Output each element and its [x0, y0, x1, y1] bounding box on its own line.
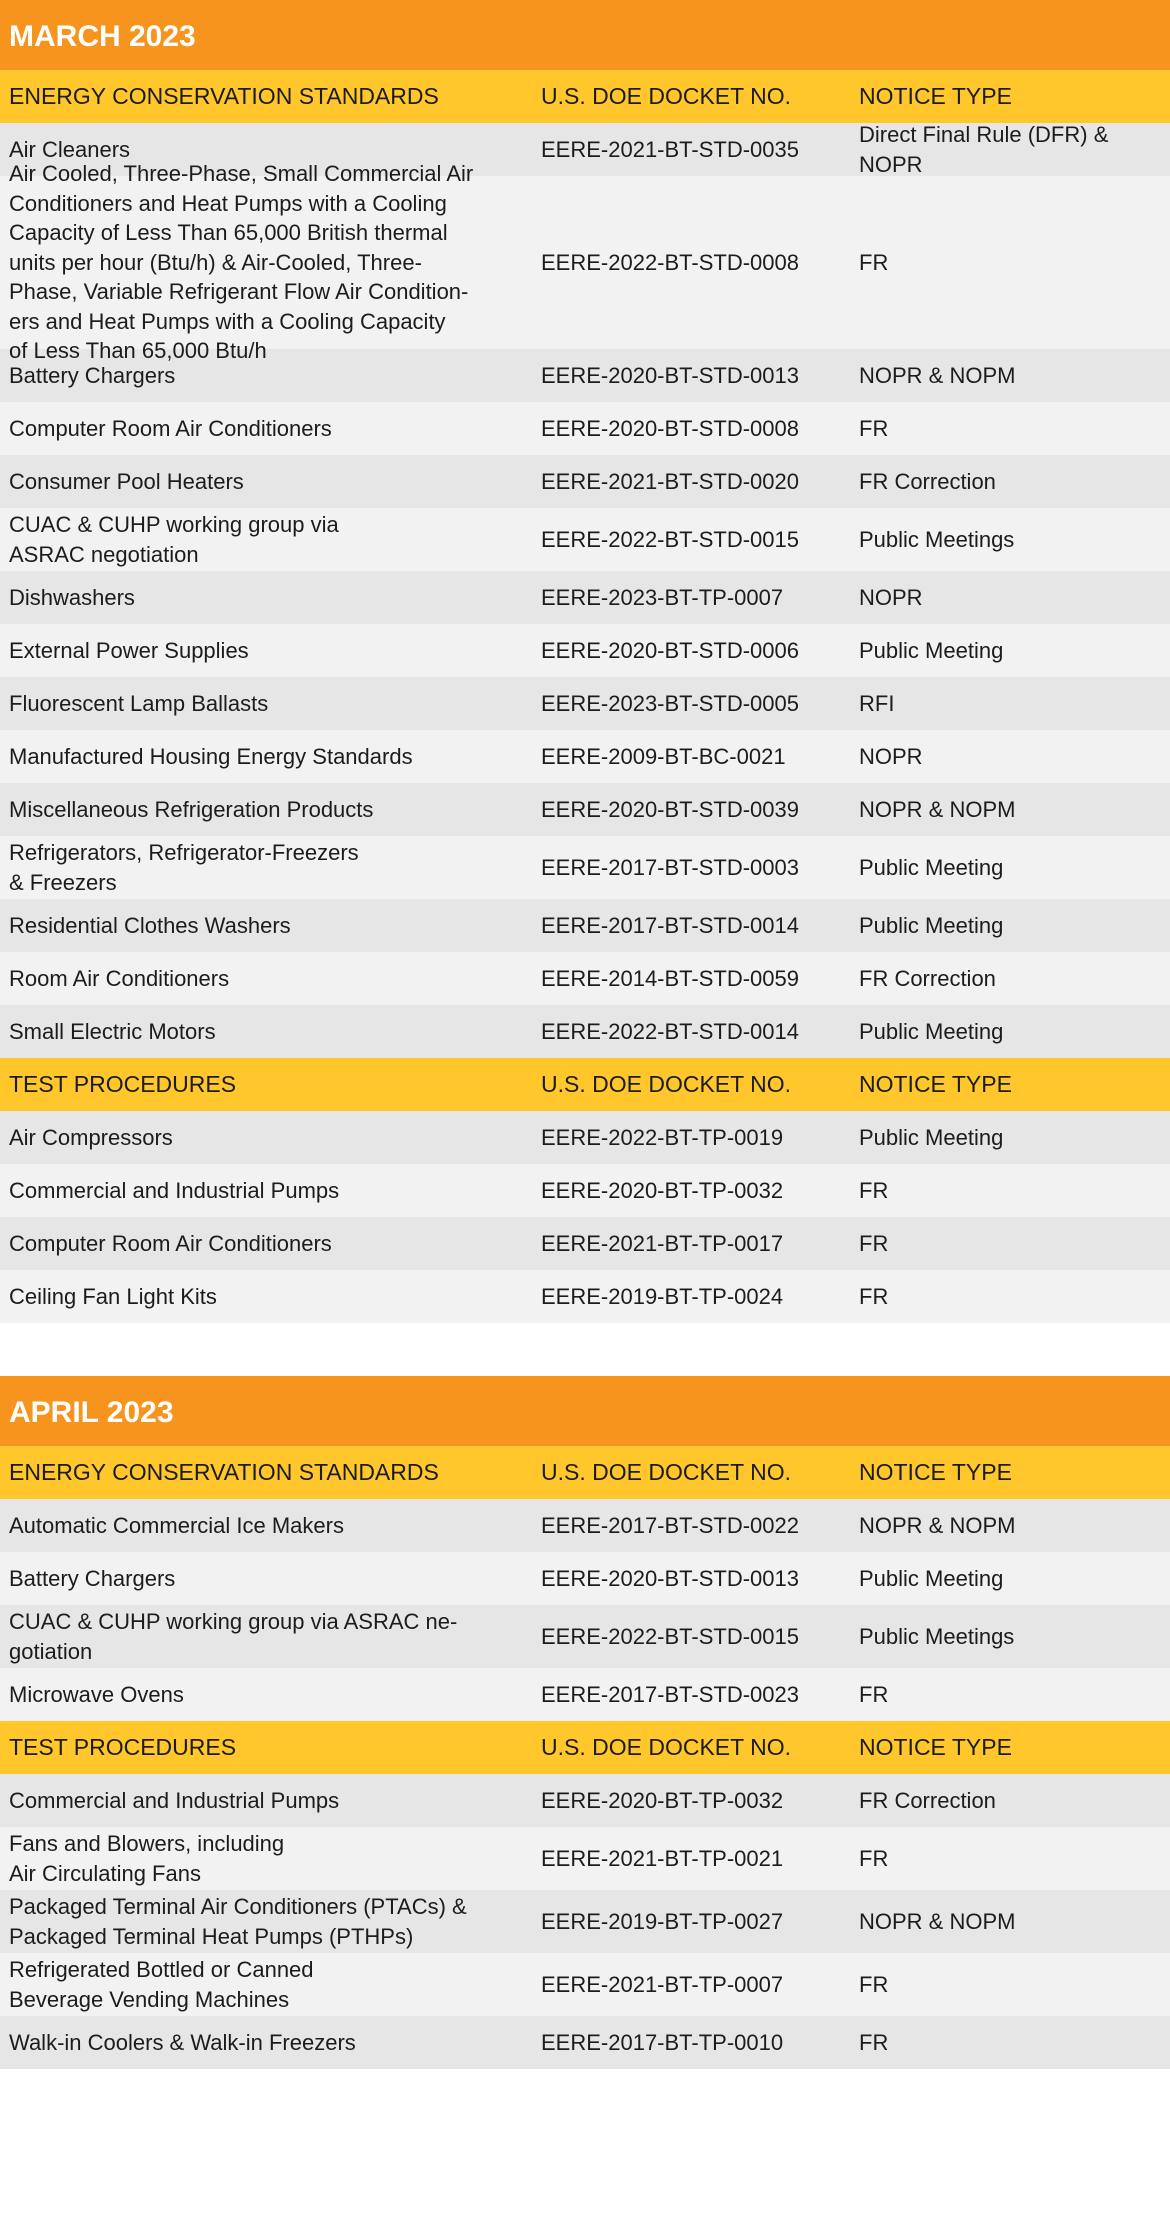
docket-number: EERE-2019-BT-TP-0024	[541, 1283, 784, 1309]
docket-header: U.S. DOE DOCKET NO.	[541, 1458, 792, 1485]
month-april-2023	[0, 1376, 1170, 2069]
product-name: Automatic Commercial Ice Makers	[9, 1512, 344, 1538]
docket-number: EERE-2020-BT-STD-0006	[541, 637, 799, 663]
notice-type: NOPR & NOPM	[859, 796, 1016, 822]
category-header: TEST PROCEDURES	[9, 1733, 237, 1760]
product-name: Walk-in Coolers & Walk-in Freezers	[9, 2029, 356, 2055]
table-row	[0, 1774, 1170, 1827]
notice-type: Public Meeting	[859, 637, 1004, 663]
notice-type: FR	[859, 1283, 889, 1309]
table-row	[0, 783, 1170, 836]
notice-type: FR	[859, 1845, 889, 1871]
notice-type: RFI	[859, 690, 895, 716]
table-row	[0, 952, 1170, 1005]
docket-header: U.S. DOE DOCKET NO.	[541, 82, 792, 109]
notice-type: FR Correction	[859, 1787, 996, 1813]
product-name: Battery Chargers	[9, 1565, 176, 1591]
notice-type: Direct Final Rule (DFR) & NOPR	[859, 122, 1109, 177]
product-name: External Power Supplies	[9, 637, 249, 663]
table-row	[0, 624, 1170, 677]
docket-number: EERE-2021-BT-STD-0035	[541, 136, 799, 162]
docket-number: EERE-2020-BT-STD-0039	[541, 796, 799, 822]
category-header: ENERGY CONSERVATION STANDARDS	[9, 1458, 439, 1485]
product-name: CUAC & CUHP working group via ASRAC ne- gotiation	[9, 1609, 458, 1664]
product-name: Air Cooled, Three-Phase, Small Commercial Air Conditioners and Heat Pumps with a Cooling Capacity of Less Than 65,000 British thermal units per hour (Btu/h) & Air-Cooled, Three- Phase, Variable Refrigerant Flow Air Condition- ers and Heat Pumps with a Cooling Capacity of Less Than 65,000 Btu/h	[9, 161, 474, 364]
docket-header: U.S. DOE DOCKET NO.	[541, 1733, 792, 1760]
docket-number: EERE-2021-BT-STD-0020	[541, 468, 799, 494]
notice-type: FR	[859, 415, 889, 441]
docket-number: EERE-2021-BT-TP-0007	[541, 1971, 784, 1997]
notice-type-header: NOTICE TYPE	[859, 1070, 1012, 1097]
docket-number: EERE-2022-BT-STD-0015	[541, 1623, 799, 1649]
notice-type: NOPR & NOPM	[859, 1908, 1016, 1934]
notice-type: NOPR	[859, 584, 923, 610]
table-row	[0, 1827, 1170, 1890]
section-header-energy-conservation-standards	[0, 70, 1170, 123]
docket-number: EERE-2017-BT-STD-0023	[541, 1681, 799, 1707]
docket-number: EERE-2017-BT-STD-0022	[541, 1512, 799, 1538]
docket-number: EERE-2020-BT-STD-0013	[541, 362, 799, 388]
notice-type: Public Meeting	[859, 912, 1004, 938]
docket-number: EERE-2020-BT-TP-0032	[541, 1787, 784, 1813]
docket-number: EERE-2021-BT-TP-0021	[541, 1845, 784, 1871]
notice-type: NOPR & NOPM	[859, 1512, 1016, 1538]
table-row	[0, 730, 1170, 783]
product-name: Fans and Blowers, including Air Circulating Fans	[9, 1831, 285, 1886]
notice-type: Public Meeting	[859, 1124, 1004, 1150]
notice-type: Public Meeting	[859, 1018, 1004, 1044]
table-row	[0, 1270, 1170, 1323]
docket-number: EERE-2021-BT-TP-0017	[541, 1230, 784, 1256]
category-header: ENERGY CONSERVATION STANDARDS	[9, 82, 439, 109]
product-name: Fluorescent Lamp Ballasts	[9, 690, 269, 716]
product-name: Miscellaneous Refrigeration Products	[9, 796, 374, 822]
docket-header: U.S. DOE DOCKET NO.	[541, 1070, 792, 1097]
docket-number: EERE-2023-BT-TP-0007	[541, 584, 784, 610]
table-row	[0, 402, 1170, 455]
docket-number: EERE-2020-BT-STD-0013	[541, 1565, 799, 1591]
notice-type-header: NOTICE TYPE	[859, 82, 1012, 109]
docket-number: EERE-2023-BT-STD-0005	[541, 690, 799, 716]
table-row	[0, 1890, 1170, 1953]
product-name: Microwave Ovens	[9, 1681, 184, 1707]
docket-number: EERE-2009-BT-BC-0021	[541, 743, 786, 769]
section-header-test-procedures	[0, 1721, 1170, 1774]
table-row	[0, 1552, 1170, 1605]
table-row	[0, 571, 1170, 624]
table-row	[0, 677, 1170, 730]
product-name: Battery Chargers	[9, 362, 176, 388]
docket-number: EERE-2022-BT-TP-0019	[541, 1124, 784, 1150]
table-row	[0, 455, 1170, 508]
month-spacer	[0, 1323, 1170, 1376]
notice-type: FR Correction	[859, 965, 996, 991]
notice-type: Public Meetings	[859, 526, 1015, 552]
product-name: Commercial and Industrial Pumps	[9, 1177, 340, 1203]
table-row	[0, 508, 1170, 571]
notice-type: FR	[859, 1230, 889, 1256]
notice-type: FR Correction	[859, 468, 996, 494]
table-row	[0, 2016, 1170, 2069]
docket-number: EERE-2019-BT-TP-0027	[541, 1908, 784, 1934]
docket-number: EERE-2022-BT-STD-0015	[541, 526, 799, 552]
notice-type-header: NOTICE TYPE	[859, 1458, 1012, 1485]
product-name: Consumer Pool Heaters	[9, 468, 244, 494]
product-name: CUAC & CUHP working group via ASRAC negotiation	[9, 512, 339, 567]
notice-type: Public Meeting	[859, 854, 1004, 880]
month-title: MARCH 2023	[0, 0, 1170, 70]
product-name: Computer Room Air Conditioners	[9, 415, 332, 441]
docket-number: EERE-2017-BT-STD-0014	[541, 912, 799, 938]
table-row	[0, 1217, 1170, 1270]
product-name: Dishwashers	[9, 584, 135, 610]
docket-number: EERE-2022-BT-STD-0008	[541, 249, 799, 275]
table-row	[0, 1499, 1170, 1552]
product-name: Air Compressors	[9, 1124, 173, 1150]
docket-number: EERE-2022-BT-STD-0014	[541, 1018, 799, 1044]
product-name: Refrigerated Bottled or Canned Beverage Vending Machines	[9, 1957, 314, 2012]
notice-type: FR	[859, 1177, 889, 1203]
notice-type: Public Meeting	[859, 1565, 1004, 1591]
table-row	[0, 161, 1170, 364]
notice-type: NOPR	[859, 743, 923, 769]
notice-type: FR	[859, 2029, 889, 2055]
docket-number: EERE-2020-BT-STD-0008	[541, 415, 799, 441]
table-row	[0, 1953, 1170, 2016]
product-name: Ceiling Fan Light Kits	[9, 1283, 217, 1309]
docket-number: EERE-2017-BT-TP-0010	[541, 2029, 784, 2055]
notice-type: FR	[859, 249, 889, 275]
product-name: Residential Clothes Washers	[9, 912, 291, 938]
table-row	[0, 836, 1170, 899]
product-name: Commercial and Industrial Pumps	[9, 1787, 340, 1813]
product-name: Manufactured Housing Energy Standards	[9, 743, 413, 769]
table-row	[0, 899, 1170, 952]
product-name: Air Cleaners	[9, 136, 131, 162]
notice-type: Public Meetings	[859, 1623, 1015, 1649]
category-header: TEST PROCEDURES	[9, 1070, 237, 1097]
month-title: APRIL 2023	[0, 1376, 1170, 1446]
notice-type: FR	[859, 1971, 889, 1997]
docket-number: EERE-2014-BT-STD-0059	[541, 965, 799, 991]
notice-type: NOPR & NOPM	[859, 362, 1016, 388]
table-row	[0, 1605, 1170, 1668]
notice-type-header: NOTICE TYPE	[859, 1733, 1012, 1760]
table-row	[0, 1668, 1170, 1721]
product-name: Computer Room Air Conditioners	[9, 1230, 332, 1256]
table-row	[0, 1005, 1170, 1058]
product-name: Room Air Conditioners	[9, 965, 230, 991]
product-name: Refrigerators, Refrigerator-Freezers & Freezers	[9, 840, 359, 895]
table-row	[0, 1164, 1170, 1217]
docket-number: EERE-2020-BT-TP-0032	[541, 1177, 784, 1203]
product-name: Small Electric Motors	[9, 1018, 216, 1044]
docket-number: EERE-2017-BT-STD-0003	[541, 854, 799, 880]
table-row	[0, 1111, 1170, 1164]
product-name: Packaged Terminal Air Conditioners (PTACs) & Packaged Terminal Heat Pumps (PTHPs)	[9, 1894, 467, 1949]
section-header-energy-conservation-standards	[0, 1446, 1170, 1499]
section-header-test-procedures	[0, 1058, 1170, 1111]
notice-type: FR	[859, 1681, 889, 1707]
